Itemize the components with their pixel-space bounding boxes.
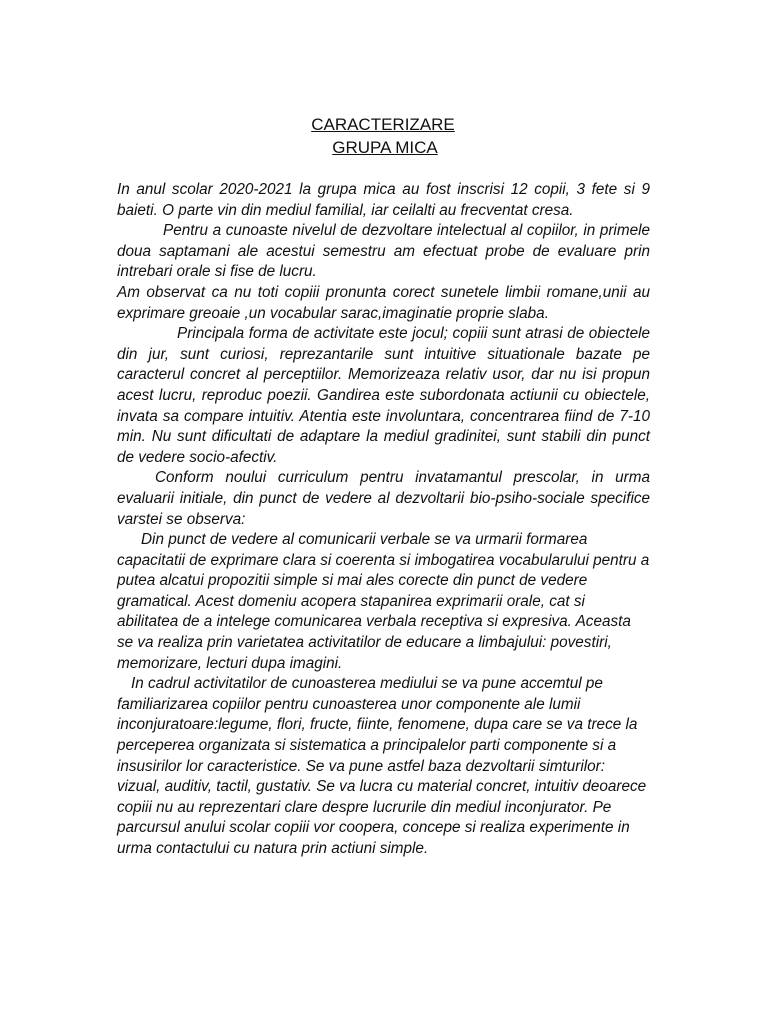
title-line-2: GRUPA MICA [332,138,438,157]
paragraph-5: Conform noului curriculum pentru invatamantul prescolar, in urma evaluarii initiale, din punct de vedere al dezvoltarii bio-psiho-sociale specifice varstei se observa: [117,469,650,528]
document-title [0,113,768,159]
paragraph-1: In anul scolar 2020-2021 la grupa mica au fost inscrisi 12 copii, 3 fete si 9 baieti. O parte vin din mediul familial, iar ceilalti au frecventat cresa. [117,181,650,219]
paragraph-3: Am observat ca nu toti copiii pronunta corect sunetele limbii romane,unii au exprimare greoaie ,un vocabular sarac,imaginatie proprie slaba. [117,283,650,322]
paragraph-2: Pentru a cunoaste nivelul de dezvoltare intelectual al copiilor, in primele doua saptamani ale acestui semestru am efectuat probe de evaluare prin intrebari orale si fise de lucru. [117,222,650,281]
paragraph-6: Din punct de vedere al comunicarii verbale se va urmarii formarea capacitatii de exprimare clara si coerenta si imbogatirea vocabularului pentru a putea alcatui propozitii simple si mai ales corecte din punct de vedere gramatical. Acest domeniu acopera stapanirea exprimarii orale, cat si abilitatea de a intelege comunicarea verbala receptiva si expresiva. Aceasta se va realiza prin varietatea activitatilor de educare a limbajului: povestiri, memorizare, lecturi dupa imagini. [117,531,650,672]
paragraph-4: Principala forma de activitate este jocul; copiii sunt atrasi de obiectele din jur, sunt curiosi, reprezantarile sunt intuitive situationale bazate pe caracterul concret al perceptiilor. Memorizeaza relativ usor, dar nu isi propun acest lucru, reproduc poezii. Gandirea este subordonata actiunii cu obiectele, invata sa compare intuitiv. Atentia este involuntara, concentrarea fiind de 7-10 min. Nu sunt dificultati de adaptare la mediul gradinitei, sunt stabili din punct de vedere socio-afectiv. [117,325,650,466]
document-body [117,180,650,860]
title-line-1: CARACTERIZARE [311,115,455,134]
paragraph-7: In cadrul activitatilor de cunoasterea mediului se va pune accemtul pe familiarizarea copiilor pentru cunoasterea unor componente ale lumii inconjuratoare:legume, flori, fructe, fiinte, fenomene, dupa care se va trece la perceperea organizata si sistematica a principalelor parti componente si a insusirilor lor caracteristice. Se va pune astfel baza dezvoltarii simturilor: vizual, auditiv, tactil, gustativ. Se va lucra cu material concret, intuitiv deoarece copiii nu au reprezentari clare despre lucrurile din mediul inconjurator. Pe parcursul anului scolar copiii vor coopera, concepe si realiza experimente in urma contactului cu natura prin actiuni simple. [117,675,647,857]
